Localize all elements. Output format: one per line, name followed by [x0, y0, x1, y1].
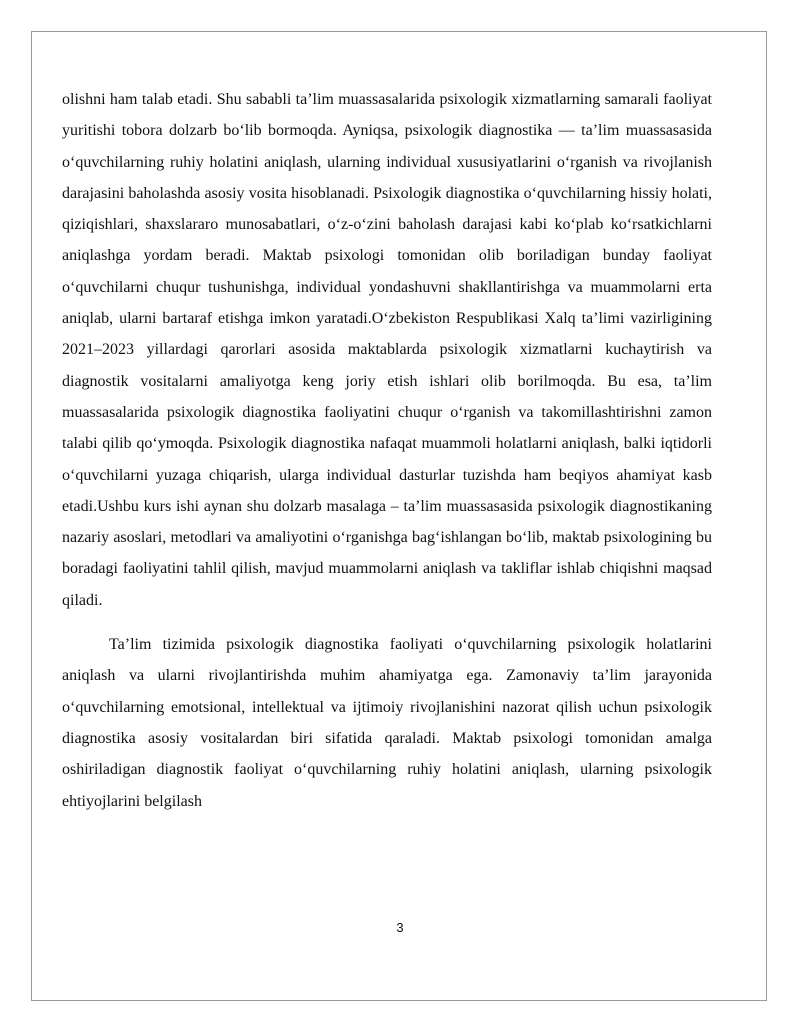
page-number: 3: [396, 920, 404, 935]
body-paragraph-2: Ta’lim tizimida psixologik diagnostika faoliyati o‘quvchilarning psixologik holatlarini aniqlash va ularni rivojlantirishda muhim ahamiyatga ega. Zamonaviy ta’lim jarayonida o‘quvchilarning emotsional, intellektual va ijtimoiy rivojlanishini nazorat qilish uchun psixologik diagnostika asosiy vositalardan biri sifatida qaraladi. Maktab psixologi tomonidan amalga oshiriladigan diagnostik faoliyat o‘quvchilarning ruhiy holatini aniqlash, ularning psixologik ehtiyojlarini belgilash: [62, 636, 712, 810]
body-paragraph-1: olishni ham talab etadi. Shu sababli ta’lim muassasalarida psixologik xizmatlarning samarali faoliyat yuritishi tobora dolzarb bo‘lib bormoqda. Ayniqsa, psixologik diagnostika — ta’lim muassasasida o‘quvchilarning ruhiy holatini aniqlash, ularning individual xususiyatlarini o‘rganish va rivojlanish darajasini baholashda asosiy vosita hisoblanadi. Psixologik diagnostika o‘quvchilarning hissiy holati, qiziqishlari, shaxslararo munosabatlari, o‘z-o‘zini baholash darajasi kabi ko‘plab ko‘rsatkichlarni aniqlashga yordam beradi. Maktab psixologi tomonidan olib boriladigan bunday faoliyat o‘quvchilarni chuqur tushunishga, individual yondashuvni shakllantirishga va muammolarni erta aniqlab, ularni bartaraf etishga imkon yaratadi.O‘zbekiston Respublikasi Xalq ta’limi vazirligining 2021–2023 yillardagi qarorlari asosida maktablarda psixologik xizmatlarni kuchaytirish va diagnostik vositalarni amaliyotga keng joriy etish ishlari olib borilmoqda. Bu esa, ta’lim muassasalarida psixologik diagnostika faoliyatini chuqur o‘rganish va takomillashtirishni zamon talabi qilib qo‘ymoqda. Psixologik diagnostika nafaqat muammoli holatlarni aniqlash, balki iqtidorli o‘quvchilarni yuzaga chiqarish, ularga individual dasturlar tuzishda ham beqiyos ahamiyat kasb etadi.Ushbu kurs ishi aynan shu dolzarb masalaga – ta’lim muassasasida psixologik diagnostikaning nazariy asoslari, metodlari va amaliyotini o‘rganishga bag‘ishlangan bo‘lib, maktab psixologining bu boradagi faoliyatini tahlil qilish, mavjud muammolarni aniqlash va takliflar ishlab chiqishni maqsad qiladi.: [62, 91, 712, 609]
page-body: [62, 84, 712, 817]
